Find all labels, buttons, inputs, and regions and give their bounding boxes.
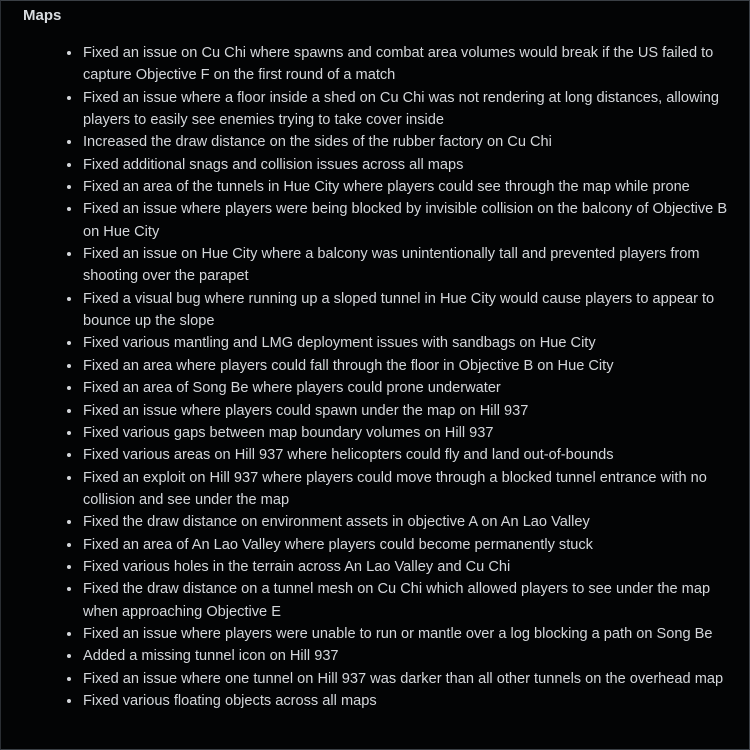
list-item [1,355,749,377]
bullet-icon [67,453,71,457]
list-item [1,623,749,645]
patch-notes-list [1,42,749,712]
bullet-icon [67,252,71,256]
bullet-icon [67,409,71,413]
bullet-icon [67,587,71,591]
list-item-text: Fixed various floating objects across all maps [83,692,377,709]
list-item [1,578,749,623]
list-item [1,400,749,422]
list-item-text: Fixed an area of An Lao Valley where players could become permanently stuck [83,536,593,553]
bullet-icon [67,476,71,480]
list-item-text: Fixed an issue where players were being blocked by invisible collision on the balcony of Objective B on Hue City [83,201,728,240]
bullet-icon [67,341,71,345]
bullet-icon [67,163,71,167]
bullet-icon [67,140,71,144]
list-item [1,288,749,333]
list-item [1,645,749,667]
bullet-icon [67,565,71,569]
list-item [1,511,749,533]
list-item [1,176,749,198]
bullet-icon [67,96,71,100]
bullet-icon [67,386,71,390]
list-item [1,690,749,712]
list-item-text: Fixed an issue where players were unable to run or mantle over a log blocking a path on Song Be [83,625,713,642]
bullet-icon [67,207,71,211]
list-item-text: Fixed an issue on Hue City where a balcony was unintentionally tall and prevented players from shooting over the parapet [83,246,700,285]
list-item [1,87,749,132]
list-item-text: Fixed various areas on Hill 937 where helicopters could fly and land out-of-bounds [83,447,614,464]
list-item-text: Fixed an issue where players could spawn under the map on Hill 937 [83,402,529,419]
bullet-icon [67,185,71,189]
bullet-icon [67,677,71,681]
list-item [1,131,749,153]
list-item [1,467,749,512]
bullet-icon [67,543,71,547]
list-item [1,42,749,87]
section-title: Maps [23,7,62,24]
bullet-icon [67,364,71,368]
list-item-text: Fixed a visual bug where running up a sloped tunnel in Hue City would cause players to appear to bounce up the slope [83,290,715,330]
list-item [1,556,749,578]
list-item-text: Fixed an exploit on Hill 937 where players could move through a blocked tunnel entrance with no collision and see under the map [83,469,707,508]
bullet-icon [67,632,71,636]
bullet-icon [67,520,71,524]
list-item-text: Fixed an issue where one tunnel on Hill 937 was darker than all other tunnels on the overhead map [83,670,724,687]
list-item-text: Fixed an issue where a floor inside a shed on Cu Chi was not rendering at long distances, allowing players to easily see enemies trying to take cover inside [83,89,720,129]
list-item [1,243,749,288]
list-item-text: Fixed an area of Song Be where players could prone underwater [83,380,501,397]
list-item [1,332,749,354]
list-item [1,198,749,243]
list-item [1,444,749,466]
bullet-icon [67,431,71,435]
bullet-icon [67,654,71,658]
list-item-text: Increased the draw distance on the sides of the rubber factory on Cu Chi [83,134,552,151]
list-item-text: Fixed the draw distance on a tunnel mesh on Cu Chi which allowed players to see under the map when approaching Objective E [83,581,711,620]
list-item-text: Fixed an issue on Cu Chi where spawns and combat area volumes would break if the US failed to capture Objective F on the first round of a match [83,45,714,84]
list-item [1,154,749,176]
list-item-text: Fixed additional snags and collision issues across all maps [83,156,464,173]
list-item-text: Fixed an area of the tunnels in Hue City where players could see through the map while prone [83,179,690,196]
list-item-text: Fixed an area where players could fall through the floor in Objective B on Hue City [83,357,614,374]
list-item [1,422,749,444]
bullet-icon [67,51,71,55]
list-item-text: Fixed various gaps between map boundary volumes on Hill 937 [83,424,494,441]
list-item-text: Fixed the draw distance on environment assets in objective A on An Lao Valley [83,514,590,531]
list-item-text: Fixed various mantling and LMG deployment issues with sandbags on Hue City [83,335,596,352]
list-item-text: Added a missing tunnel icon on Hill 937 [83,648,339,665]
list-item-text: Fixed various holes in the terrain across An Lao Valley and Cu Chi [83,558,511,575]
list-item [1,377,749,399]
bullet-icon [67,699,71,703]
bullet-icon [67,297,71,301]
list-item [1,534,749,556]
list-item [1,668,749,690]
